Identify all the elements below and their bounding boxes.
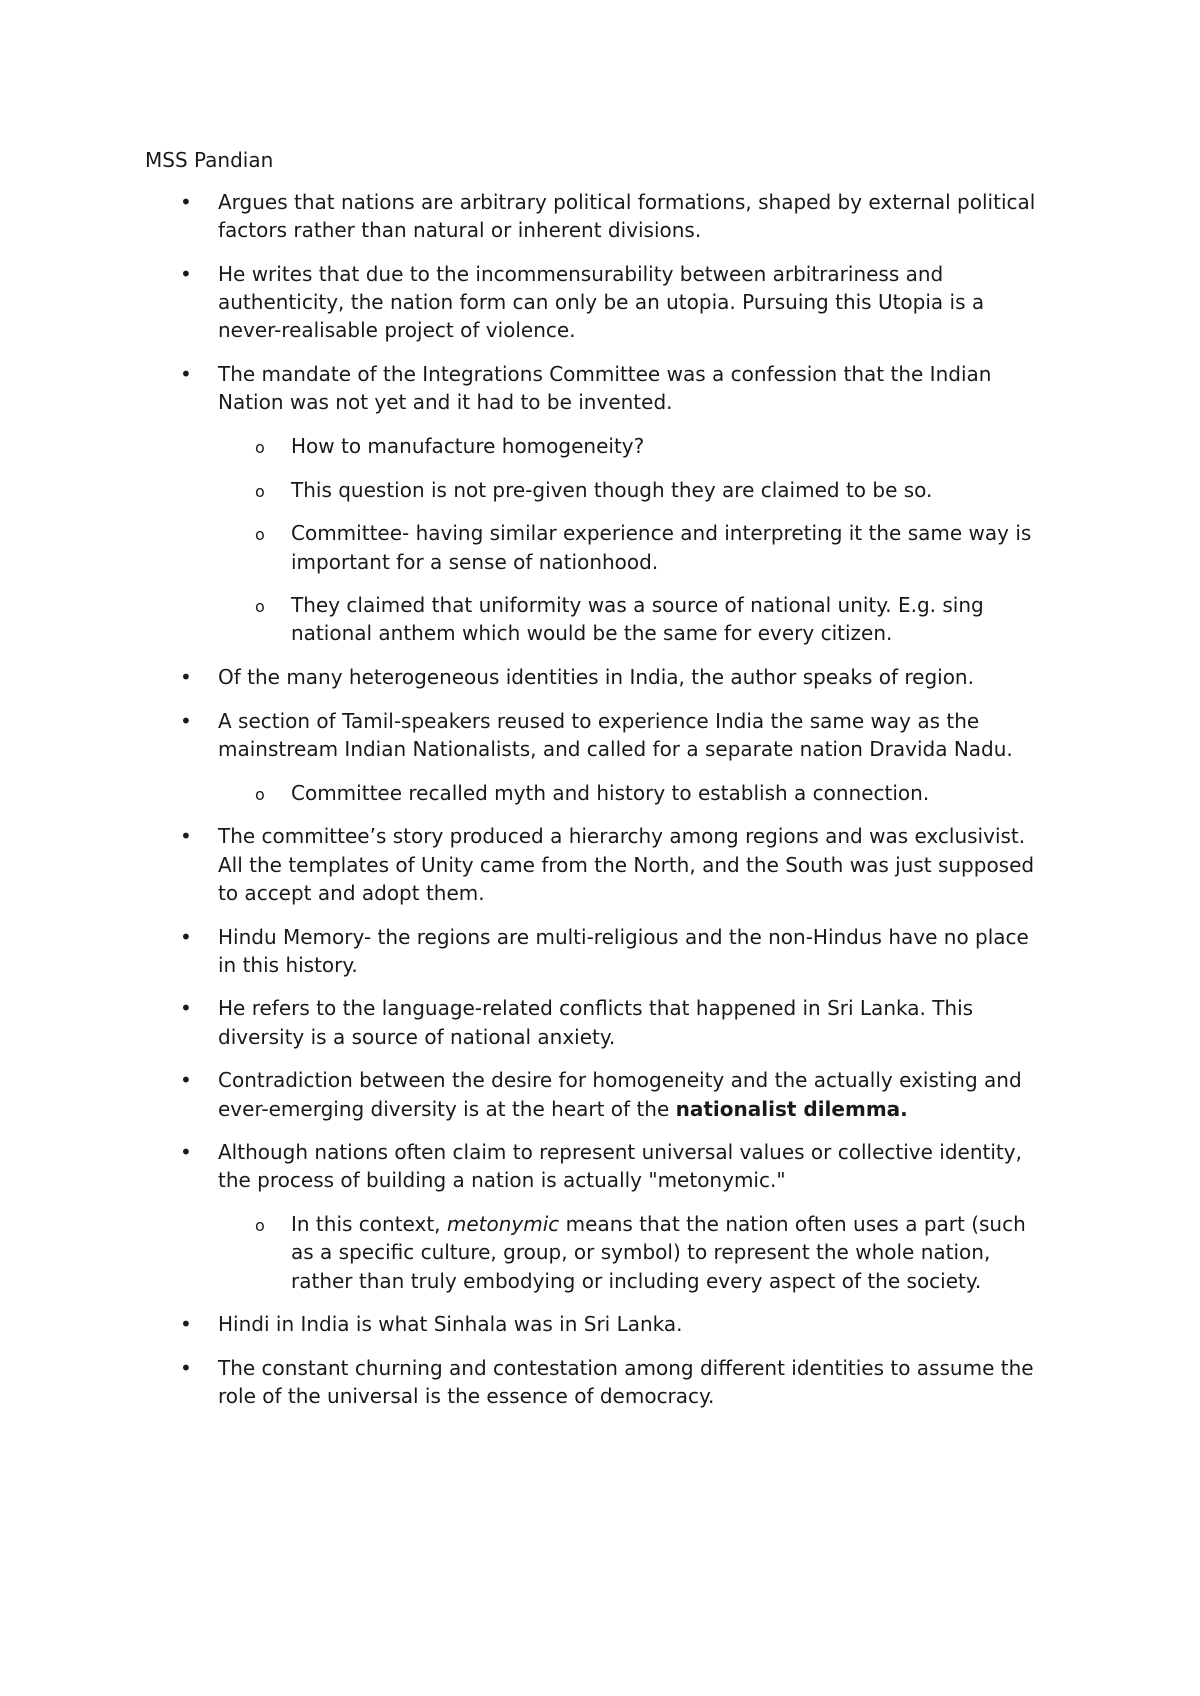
text-run: The constant churning and contestation among different identities to assume the role of the universal is the essence of democracy. [218, 1356, 1034, 1409]
sub-bullet-item [0, 476, 1053, 504]
bullet-icon: • [180, 1312, 192, 1337]
text-run: He refers to the language-related conflicts that happened in Sri Lanka. This diversity is a source of national anxiety. [218, 996, 974, 1049]
bullet-icon: • [180, 1140, 192, 1165]
italic-text-run: metonymic [446, 1212, 560, 1237]
text-run: Argues that nations are arbitrary political formations, shaped by external political factors rather than natural or inherent divisions. [218, 190, 1036, 243]
text-run: means that the nation often uses a part (such as a specific culture, group, or symbol) to represent the whole nation, rather than truly embodying or including every aspect of the society. [291, 1212, 1026, 1293]
bullet-icon: • [180, 190, 192, 214]
bullet-icon: • [180, 261, 192, 286]
text-run: The mandate of the Integrations Committee was a confession that the Indian Nation was not yet and it had to be invented. [218, 362, 992, 415]
text-run: They claimed that uniformity was a source of national unity. E.g. sing national anthem which would be the same for every citizen. [291, 593, 984, 646]
sub-bullet-icon: o [255, 437, 265, 457]
bullet-item [0, 822, 1053, 907]
bullet-icon: • [180, 996, 192, 1021]
text-run: This question is not pre-given though they are claimed to be so. [291, 477, 933, 502]
notes-list [0, 188, 1200, 1426]
sub-bullet-icon: o [255, 597, 265, 617]
text-run: Contradiction between the desire for homogeneity and the actually existing and ever-emerging diversity is at the heart of the [218, 1068, 1022, 1121]
bullet-item [0, 1138, 1053, 1194]
text-run: Hindu Memory- the regions are multi-religious and the non-Hindus have no place in this history. [218, 924, 1029, 977]
item-text [218, 362, 991, 414]
item-text [291, 1212, 1026, 1292]
item-text [218, 1312, 683, 1336]
text-run: A section of Tamil-speakers reused to experience India the same way as the mainstream Indian Nationalists, and called for a separate nation Dravida Nadu. [218, 708, 1013, 762]
item-text [291, 521, 1031, 573]
sub-bullet-item [0, 1210, 1053, 1295]
bullet-item [0, 1354, 1053, 1410]
item-text [218, 709, 1013, 761]
bullet-item [0, 707, 1053, 763]
bullet-icon: • [180, 665, 192, 690]
item-text [291, 434, 644, 458]
bullet-item [0, 360, 1053, 416]
sub-bullet-icon: o [255, 525, 265, 545]
text-run: Committee recalled myth and history to establish a connection. [291, 780, 930, 805]
bullet-icon: • [180, 362, 192, 387]
item-text [218, 665, 974, 689]
bullet-item [0, 188, 1053, 244]
sub-bullet-item [0, 779, 1053, 807]
sub-bullet-icon: o [255, 481, 265, 501]
bullet-item [0, 663, 1053, 691]
sub-bullet-item [0, 591, 1053, 647]
sub-bullet-item [0, 432, 1053, 460]
sub-bullet-icon: o [255, 1216, 265, 1236]
item-text [291, 781, 929, 805]
item-text [218, 925, 1029, 977]
item-text [218, 190, 1035, 242]
text-run: In this context, [291, 1212, 447, 1237]
bullet-item [0, 923, 1053, 979]
bullet-icon: • [180, 708, 192, 733]
text-run: The committee’s story produced a hierarchy among regions and was exclusivist. All the templates of Unity came from the North, and the South was just supposed to accept and adopt them. [218, 824, 1035, 905]
text-run: How to manufacture homogeneity? [291, 433, 645, 458]
text-run: Hindi in India is what Sinhala was in Sri Lanka. [218, 1312, 683, 1337]
bullet-icon: • [180, 1356, 192, 1380]
bullet-item [0, 1066, 1053, 1122]
bullet-icon: • [180, 924, 192, 949]
bullet-icon: • [180, 1068, 192, 1093]
bullet-item [0, 260, 1053, 345]
item-text [291, 478, 932, 502]
sub-bullet-icon: o [255, 784, 265, 804]
document-title: MSS Pandian [145, 148, 274, 172]
bullet-item [0, 994, 1053, 1050]
item-text [218, 996, 973, 1048]
item-text [218, 1140, 1022, 1192]
item-text [218, 1356, 1034, 1408]
bullet-icon: • [180, 824, 192, 849]
item-text [291, 593, 984, 645]
sub-bullet-item [0, 519, 1053, 575]
item-text [218, 262, 984, 342]
item-text [218, 824, 1034, 904]
bullet-item [0, 1310, 1053, 1338]
text-run: He writes that due to the incommensurability between arbitrariness and authenticity, the nation form can only be an utopia. Pursuing this Utopia is a never-realisable project of violence. [218, 261, 985, 343]
text-run: Committee- having similar experience and interpreting it the same way is important for a sense of nationhood. [291, 521, 1032, 574]
item-text [218, 1068, 1022, 1120]
bold-text-run: nationalist dilemma. [675, 1096, 908, 1121]
text-run: Although nations often claim to represent universal values or collective identity, the process of building a nation is actually "metonymic." [218, 1140, 1022, 1193]
text-run: Of the many heterogeneous identities in India, the author speaks of region. [218, 665, 974, 690]
